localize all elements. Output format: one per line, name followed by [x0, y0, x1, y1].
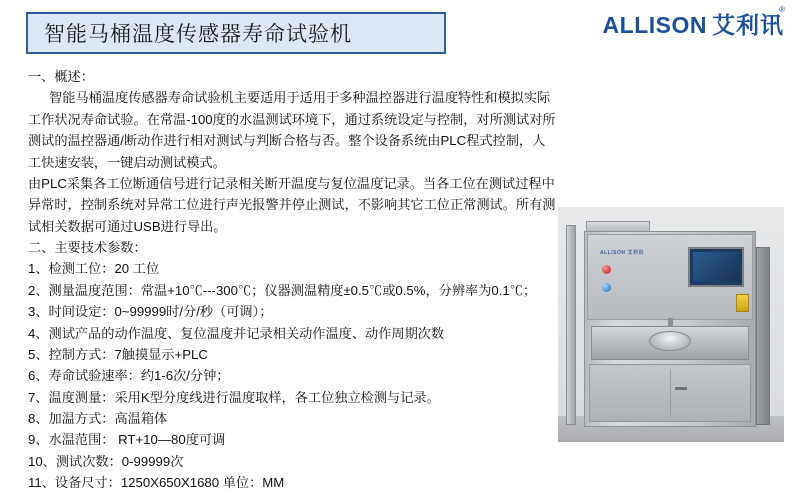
list-item: 3、时间设定：0~99999时/分/秒（可调）；: [28, 304, 273, 320]
section-1-heading: 一、概述：: [28, 69, 94, 84]
emergency-switch-icon: [736, 294, 749, 312]
list-item: 9、水温范围： RT+10—80度可调: [28, 432, 226, 448]
spec-list: [28, 258, 558, 493]
machine-touchscreen: [688, 247, 744, 287]
list-item: 2、测量温度范围：常温+10℃---300℃；仪器测温精度±0.5℃或0.5%，分辨率为0.1℃；: [28, 282, 537, 298]
machine-photo: [558, 207, 784, 442]
brand-name-en: ALLISON: [602, 12, 707, 38]
list-item: 5、控制方式：7触摸显示+PLC: [28, 346, 208, 362]
brand-name-cn: 艾利讯: [712, 12, 784, 38]
machine-left-pole: [566, 225, 576, 425]
page-title-box: [26, 12, 446, 54]
machine-cabinet: [584, 231, 756, 427]
indicator-lamp-red-icon: [602, 265, 611, 274]
machine-side-panel: [756, 247, 770, 425]
machine-screen-display: [693, 252, 739, 282]
document-body: [28, 66, 558, 494]
machine-test-fixture: [649, 331, 691, 351]
cabinet-door-seam: [670, 369, 671, 417]
page-title: 智能马桶温度传感器寿命试验机: [44, 23, 352, 46]
machine-logo: ALLISON 艾利讯: [600, 250, 644, 256]
section-1-paragraph-1: 智能马桶温度传感器寿命试验机主要适用于适用于多种温控器进行温度特性和模拟实际工作状况寿命试验。在常温-100度的水温测试环境下，通过系统设定与控制，对所测试对所测试的温控器通/断动作进行相对测试与判断合格与否。整个设备系统由PLC程式控制，人工快速安装，一键启动测试模式。: [28, 90, 556, 170]
trademark-icon: ®: [779, 5, 785, 14]
cabinet-door-handle: [675, 387, 687, 390]
section-1-paragraph-2: 由PLC采集各工位断通信号进行记录相关断开温度与复位温度记录。当各工位在测试过程中异常时，控制系统对异常工位进行声光报警并停止测试，不影响其它工位正常测试。所有测试相关数据可通过USB进行导出。: [28, 175, 556, 234]
list-item: 6、寿命试验速率：约1-6次/分钟；: [28, 368, 230, 384]
list-item: 8、加温方式：高温箱体: [28, 411, 168, 426]
section-2-heading: 二、主要技术参数：: [28, 240, 147, 255]
list-item: 1、检测工位：20 工位: [28, 261, 160, 277]
indicator-lamp-blue-icon: [602, 283, 611, 292]
machine-lower-cabinet: [589, 364, 751, 422]
list-item: 7、温度测量：采用K型分度线进行温度取样，各工位独立检测与记录。: [28, 389, 440, 405]
list-item: 11、设备尺寸：1250X650X1680 单位：MM: [28, 475, 285, 491]
machine-control-panel: [587, 234, 753, 320]
list-item: 4、测试产品的动作温度、复位温度并记录相关动作温度、动作周期次数: [28, 325, 445, 341]
brand-logo: [602, 5, 785, 38]
list-item: 10、测试次数：0-99999次: [28, 453, 184, 469]
